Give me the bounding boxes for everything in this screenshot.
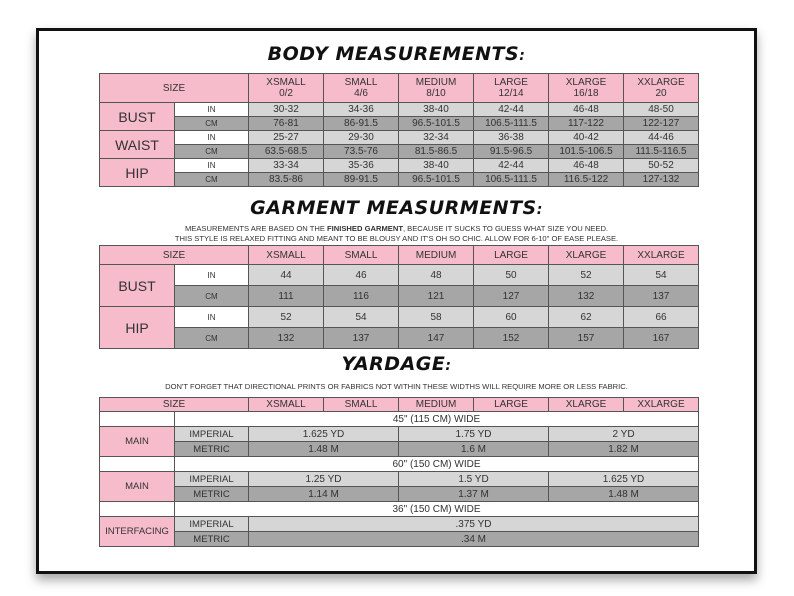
cell: 91.5-96.5 bbox=[474, 145, 549, 159]
cell: 111 bbox=[249, 286, 324, 307]
row-label-hip: HIP bbox=[100, 307, 175, 349]
cell: 122-127 bbox=[624, 117, 699, 131]
table-row bbox=[100, 117, 699, 131]
size-col-header: LARGE bbox=[474, 398, 549, 412]
table-row bbox=[100, 502, 699, 517]
body-title-colon: : bbox=[519, 48, 526, 64]
cell: 54 bbox=[324, 307, 399, 328]
yardage-title-colon: : bbox=[445, 358, 452, 374]
cell: 66 bbox=[624, 307, 699, 328]
table-row bbox=[100, 517, 699, 532]
size-col-header: XXLARGE bbox=[624, 398, 699, 412]
cell: 106.5-111.5 bbox=[474, 117, 549, 131]
cell: 1.48 M bbox=[249, 442, 399, 457]
table-row bbox=[100, 131, 699, 145]
unit-label: IN bbox=[175, 307, 249, 328]
cell: 101.5-106.5 bbox=[549, 145, 624, 159]
metric-label: METRIC bbox=[175, 487, 249, 502]
garment-title-colon: : bbox=[536, 202, 543, 218]
cell: 1.37 M bbox=[399, 487, 549, 502]
table-row bbox=[100, 103, 699, 117]
cell: 29-30 bbox=[324, 131, 399, 145]
size-col-header: SMALL bbox=[324, 398, 399, 412]
cell: 116.5-122 bbox=[549, 173, 624, 187]
metric-label: METRIC bbox=[175, 442, 249, 457]
cell: 48-50 bbox=[624, 103, 699, 117]
cell: 44 bbox=[249, 265, 324, 286]
size-col-header: XSMALL bbox=[249, 398, 324, 412]
unit-label: CM bbox=[175, 328, 249, 349]
table-row bbox=[100, 159, 699, 173]
size-chart-card bbox=[36, 28, 757, 574]
cell: 1.25 YD bbox=[249, 472, 399, 487]
cell: 89-91.5 bbox=[324, 173, 399, 187]
unit-label: IN bbox=[175, 265, 249, 286]
cell: 96.5-101.5 bbox=[399, 173, 474, 187]
cell: 86-91.5 bbox=[324, 117, 399, 131]
cell: 34-36 bbox=[324, 103, 399, 117]
cell: 46-48 bbox=[549, 103, 624, 117]
cell: 52 bbox=[549, 265, 624, 286]
yardage-header-row bbox=[100, 398, 699, 412]
cell: 1.14 M bbox=[249, 487, 399, 502]
cell: 36-38 bbox=[474, 131, 549, 145]
unit-label: CM bbox=[175, 117, 249, 131]
cell: 40-42 bbox=[549, 131, 624, 145]
cell: 1.625 YD bbox=[249, 427, 399, 442]
cell: 1.48 M bbox=[549, 487, 699, 502]
unit-label: CM bbox=[175, 173, 249, 187]
size-col-header: LARGE 12/14 bbox=[474, 74, 549, 103]
fabric-width-label: 36" (150 CM) WIDE bbox=[175, 502, 699, 517]
cell: 73.5-76 bbox=[324, 145, 399, 159]
cell: 50-52 bbox=[624, 159, 699, 173]
cell: 111.5-116.5 bbox=[624, 145, 699, 159]
cell: 137 bbox=[324, 328, 399, 349]
table-row bbox=[100, 457, 699, 472]
cell: .375 YD bbox=[249, 517, 699, 532]
cell: 76-81 bbox=[249, 117, 324, 131]
cell: 121 bbox=[399, 286, 474, 307]
cell: 50 bbox=[474, 265, 549, 286]
table-row bbox=[100, 487, 699, 502]
cell: 116 bbox=[324, 286, 399, 307]
row-label-main: MAIN bbox=[100, 472, 175, 502]
cell: 58 bbox=[399, 307, 474, 328]
garment-header-row bbox=[100, 246, 699, 265]
cell: 1.75 YD bbox=[399, 427, 549, 442]
body-title-text: BODY MEASUREMENTS bbox=[267, 43, 520, 65]
size-header: SIZE bbox=[100, 398, 249, 412]
cell: 54 bbox=[624, 265, 699, 286]
size-col-header: MEDIUM bbox=[399, 398, 474, 412]
imperial-label: IMPERIAL bbox=[175, 427, 249, 442]
table-row bbox=[100, 427, 699, 442]
cell: 127-132 bbox=[624, 173, 699, 187]
garment-measurements-table bbox=[99, 245, 699, 349]
unit-label: IN bbox=[175, 103, 249, 117]
cell: 38-40 bbox=[399, 159, 474, 173]
size-col-header: XXLARGE bbox=[624, 246, 699, 265]
cell: 1.82 M bbox=[549, 442, 699, 457]
cell: 60 bbox=[474, 307, 549, 328]
cell: 52 bbox=[249, 307, 324, 328]
cell: 42-44 bbox=[474, 159, 549, 173]
size-header: SIZE bbox=[100, 74, 249, 103]
cell: 167 bbox=[624, 328, 699, 349]
metric-label: METRIC bbox=[175, 532, 249, 547]
size-col-header: MEDIUM bbox=[399, 246, 474, 265]
table-row bbox=[100, 442, 699, 457]
size-col-header: SMALL 4/6 bbox=[324, 74, 399, 103]
unit-label: CM bbox=[175, 286, 249, 307]
cell: 152 bbox=[474, 328, 549, 349]
cell: 1.6 M bbox=[399, 442, 549, 457]
size-col-header: XSMALL bbox=[249, 246, 324, 265]
cell: 96.5-101.5 bbox=[399, 117, 474, 131]
unit-label: IN bbox=[175, 159, 249, 173]
row-label-main: MAIN bbox=[100, 427, 175, 457]
size-col-header: XSMALL 0/2 bbox=[249, 74, 324, 103]
cell: 106.5-111.5 bbox=[474, 173, 549, 187]
yardage-title-text: YARDAGE bbox=[341, 353, 446, 375]
unit-label: CM bbox=[175, 145, 249, 159]
cell: 44-46 bbox=[624, 131, 699, 145]
size-col-header: XLARGE 16/18 bbox=[549, 74, 624, 103]
cell: 46-48 bbox=[549, 159, 624, 173]
garment-title-text: GARMENT MEASURMENTS bbox=[250, 197, 537, 219]
cell: 147 bbox=[399, 328, 474, 349]
row-label-waist: WAIST bbox=[100, 131, 175, 159]
row-label-hip: HIP bbox=[100, 159, 175, 187]
imperial-label: IMPERIAL bbox=[175, 472, 249, 487]
cell: 38-40 bbox=[399, 103, 474, 117]
cell: 35-36 bbox=[324, 159, 399, 173]
cell: .34 M bbox=[249, 532, 699, 547]
table-row bbox=[100, 145, 699, 159]
yardage-title bbox=[39, 353, 754, 375]
garment-note: MEASUREMENTS ARE BASED ON THE FINISHED GARMENT, BECAUSE IT SUCKS TO GUESS WHAT SIZE YOU NEED. THIS STYLE IS RELAXED FITTING AND MEANT TO BE BLOUSY AND IT'S OH SO CHIC. ALLOW FOR 6-10" OF EASE PLEASE. bbox=[174, 224, 619, 243]
size-col-header: XLARGE bbox=[549, 398, 624, 412]
table-row bbox=[100, 286, 699, 307]
table-row bbox=[100, 472, 699, 487]
row-label-bust: BUST bbox=[100, 103, 175, 131]
yardage-note: DON'T FORGET THAT DIRECTIONAL PRINTS OR FABRICS NOT WITHIN THESE WIDTHS WILL REQUIRE MORE OR LESS FABRIC. bbox=[165, 382, 628, 391]
cell: 25-27 bbox=[249, 131, 324, 145]
size-col-header: XLARGE bbox=[549, 246, 624, 265]
cell: 33-34 bbox=[249, 159, 324, 173]
cell: 137 bbox=[624, 286, 699, 307]
table-row bbox=[100, 412, 699, 427]
cell: 63.5-68.5 bbox=[249, 145, 324, 159]
imperial-label: IMPERIAL bbox=[175, 517, 249, 532]
yardage-table bbox=[99, 397, 699, 547]
body-header-row bbox=[100, 74, 699, 103]
table-row bbox=[100, 173, 699, 187]
table-row bbox=[100, 328, 699, 349]
size-col-header: SMALL bbox=[324, 246, 399, 265]
size-header: SIZE bbox=[100, 246, 249, 265]
size-col-header: MEDIUM 8/10 bbox=[399, 74, 474, 103]
table-row bbox=[100, 265, 699, 286]
cell: 48 bbox=[399, 265, 474, 286]
body-measurements-table bbox=[99, 73, 699, 187]
cell: 127 bbox=[474, 286, 549, 307]
unit-label: IN bbox=[175, 131, 249, 145]
fabric-width-label: 60" (150 CM) WIDE bbox=[175, 457, 699, 472]
body-measurements-title bbox=[39, 43, 754, 65]
size-col-header: XXLARGE 20 bbox=[624, 74, 699, 103]
cell: 62 bbox=[549, 307, 624, 328]
cell: 1.5 YD bbox=[399, 472, 549, 487]
garment-measurements-title bbox=[39, 197, 754, 219]
cell: 83.5-86 bbox=[249, 173, 324, 187]
cell: 132 bbox=[549, 286, 624, 307]
row-label-interfacing: INTERFACING bbox=[100, 517, 175, 547]
cell: 117-122 bbox=[549, 117, 624, 131]
cell: 46 bbox=[324, 265, 399, 286]
table-row bbox=[100, 532, 699, 547]
size-col-header: LARGE bbox=[474, 246, 549, 265]
cell: 81.5-86.5 bbox=[399, 145, 474, 159]
cell: 42-44 bbox=[474, 103, 549, 117]
cell: 2 YD bbox=[549, 427, 699, 442]
cell: 132 bbox=[249, 328, 324, 349]
cell: 32-34 bbox=[399, 131, 474, 145]
row-label-bust: BUST bbox=[100, 265, 175, 307]
cell: 30-32 bbox=[249, 103, 324, 117]
cell: 157 bbox=[549, 328, 624, 349]
cell: 1.625 YD bbox=[549, 472, 699, 487]
fabric-width-label: 45" (115 CM) WIDE bbox=[175, 412, 699, 427]
table-row bbox=[100, 307, 699, 328]
